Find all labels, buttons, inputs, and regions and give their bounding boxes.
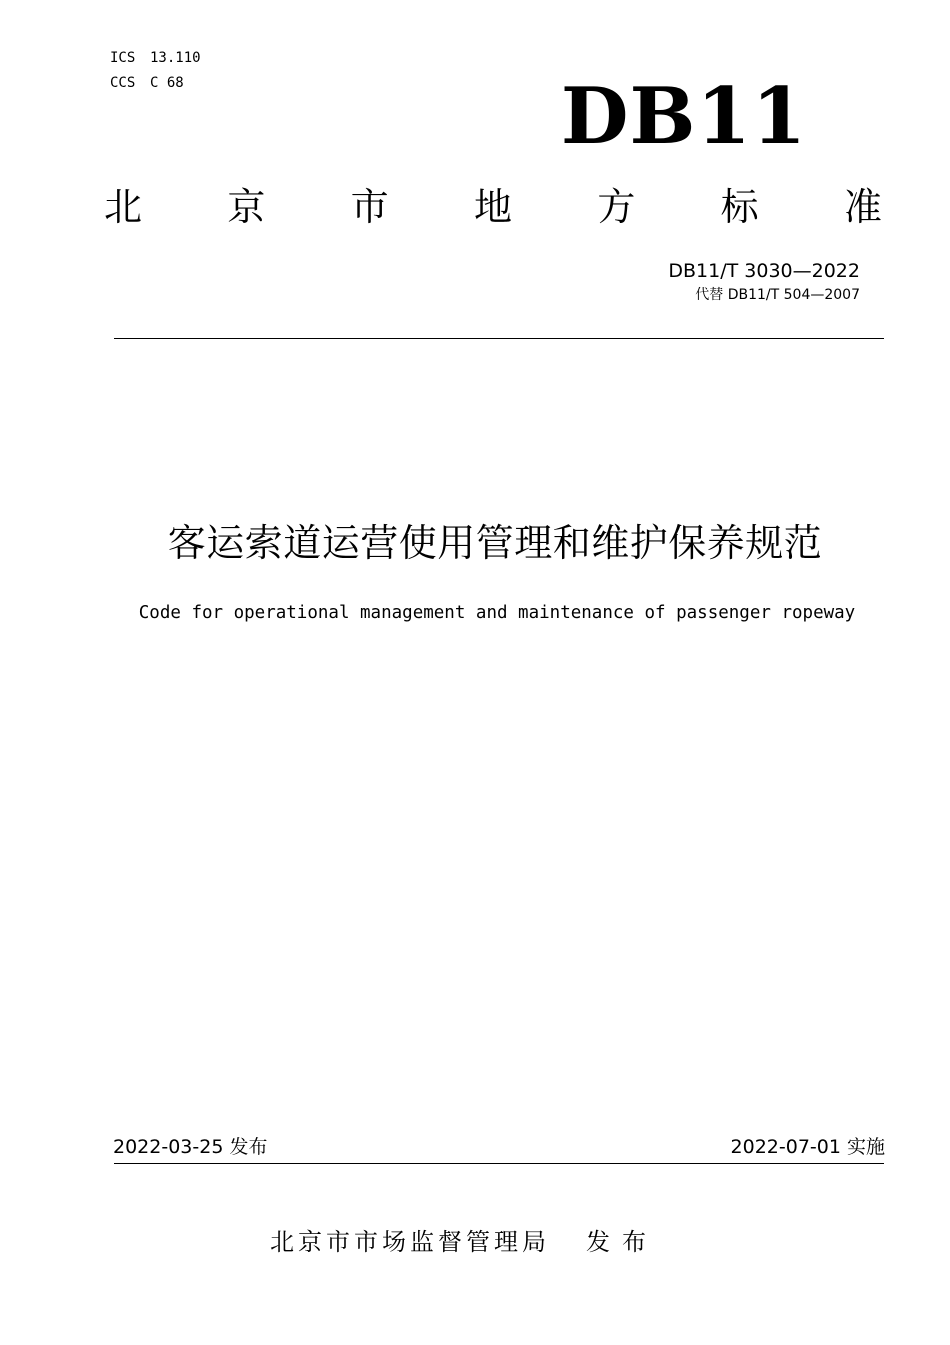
date-row xyxy=(113,1132,885,1162)
standard-logo: DB11 xyxy=(560,71,807,162)
footer-divider xyxy=(114,1163,884,1164)
standard-type-char: 标 xyxy=(720,185,759,229)
publisher-name: 北京市市场监督管理局 xyxy=(270,1228,550,1256)
publisher-action: 发布 xyxy=(586,1228,658,1256)
standard-type-char: 北 xyxy=(104,185,143,229)
standard-type-heading xyxy=(104,182,882,232)
standard-type-char: 京 xyxy=(227,185,266,229)
replaced-standard: 代替 DB11/T 504—2007 xyxy=(695,287,860,303)
ccs-value: C 68 xyxy=(150,75,184,91)
ccs-label: CCS xyxy=(110,75,136,91)
implementation-date: 2022-07-01 实施 xyxy=(730,1136,885,1158)
release-date: 2022-03-25 发布 xyxy=(113,1136,268,1158)
document-title-english: Code for operational management and maintenance of passenger ropeway xyxy=(138,603,856,623)
document-title-chinese: 客运索道运营使用管理和维护保养规范 xyxy=(167,521,823,565)
ics-label: ICS xyxy=(110,50,136,66)
header-divider xyxy=(114,338,884,339)
standard-number: DB11/T 3030—2022 xyxy=(668,260,860,282)
ccs-row xyxy=(110,71,201,96)
standard-type-char: 地 xyxy=(473,185,512,229)
ics-row xyxy=(110,46,201,71)
classification-codes xyxy=(110,46,201,96)
publisher-line xyxy=(270,1224,658,1260)
standard-type-char: 方 xyxy=(597,185,636,229)
standard-type-char: 市 xyxy=(350,185,389,229)
ics-value: 13.110 xyxy=(150,50,201,66)
standard-type-char: 准 xyxy=(843,185,882,229)
